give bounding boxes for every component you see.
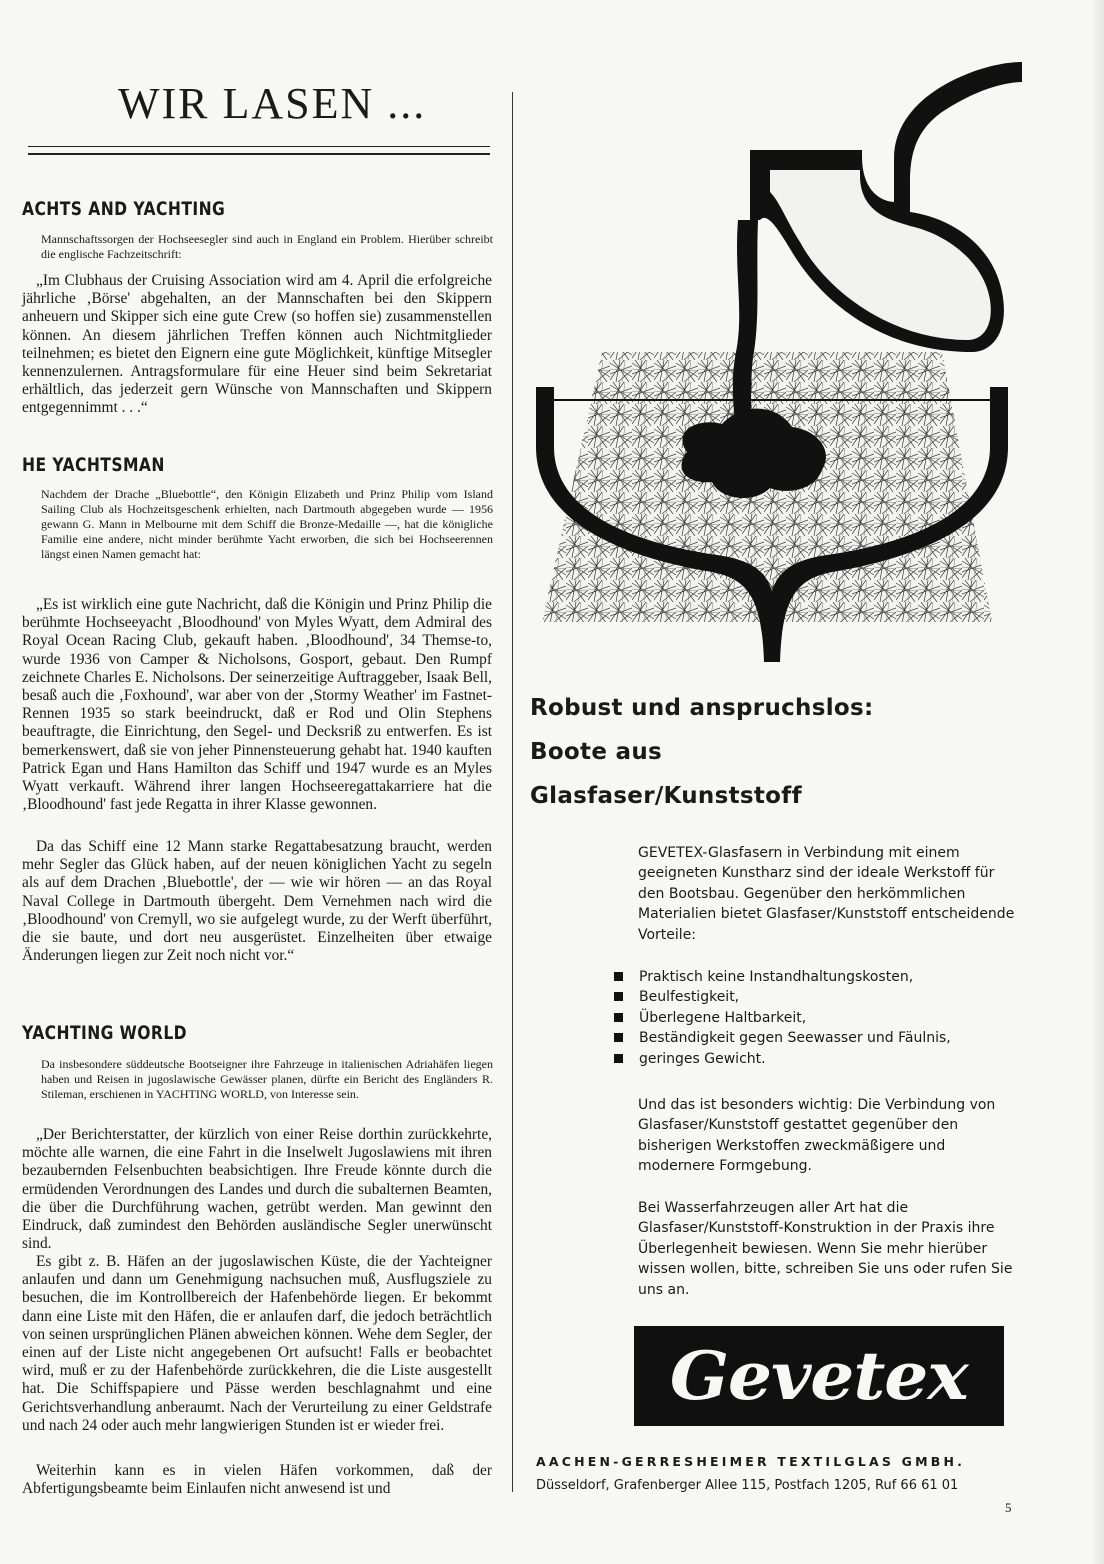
list-item xyxy=(612,1049,1012,1069)
list-item-text: Beulfestigkeit, xyxy=(639,989,740,1006)
section-intro: Nachdem der Drache „Bluebottle“, den Königin Elizabeth und Prinz Philip vom Island Sailing Club als Hochzeitsgeschenk erhielten, nach Dartmouth abgegeben wurde — 1956 gewann G. Mann in Melbourne mit dem Schiff die Bronze-Medaille —, hat die königliche Familie eine andere, nicht minder berühmte Yacht erworben, die sich bei Hochseerennen längst einen Namen gemacht hat: xyxy=(41,487,493,561)
bullet-square-icon xyxy=(614,1054,623,1063)
ad-headline-line: Robust und anspruchslos: xyxy=(530,695,874,721)
page-title: WIR LASEN ... xyxy=(118,79,427,128)
article-paragraph: „Es ist wirklich eine gute Nachricht, daß die Königin und Prinz Philip die berühmte Hochseeyacht ‚Bloodhound' von Myles Wyatt, dem Admiral des Royal Ocean Racing Club, gekauft haben. ‚Bloodhound', 34 Themse-to, wurde 1936 von Camper & Nicholsons, Gosport, gebaut. Den Rumpf zeichnete Charles E. Nicholsons. Der seinerzeitige Auftraggeber, Isaak Bell, besaß auch die ‚Foxhound', war aber von der ‚Stormy Weather' im Fastnet-Rennen 1935 so stark beeindruckt, daß er Rod und Olin Stephens beauftragte, die Einrichtung, den Segel- und Decksriß zu entwerfen. Es ist bemerkenswert, daß sie von jeher Pinnensteuerung gehabt hat. 1940 kauften Patrick Egan und Hans Hamilton das Schiff und 1947 wurde es an Myles Wyatt verkauft. Während ihrer langen Hochseeregattakarriere hat die ‚Bloodhound' fast jede Regatta in ihrer Klasse gewonnen. xyxy=(22,596,492,814)
article-paragraph: „Im Clubhaus der Cruising Association wird am 4. April die erfolgreiche jährliche ‚Börse' abgehalten, an der Mannschaften bei den Skippern anheuern und Skipper sich eine gute Crew (so hoffen sie) zusammenstellen können. An diesem jährlichen Treffen können auch Nichtmitglieder teilnehmen; es bietet den Eignern eine gute Möglichkeit, künftige Mitsegler kennenzulernen. Antragsformulare für eine Heuer sind beim Sekretariat erhältlich, das jederzeit gern Wünsche von Mannschaften und Skippern entgegennimmt . . .“ xyxy=(22,272,492,417)
title-rule-thin xyxy=(28,146,490,147)
section-intro: Mannschaftssorgen der Hochseesegler sind auch in England ein Problem. Hierüber schreibt die englische Fachzeitschrift: xyxy=(41,232,493,261)
section-heading: HE YACHTSMAN xyxy=(22,454,165,476)
list-item xyxy=(612,1028,1012,1048)
column-divider xyxy=(512,92,513,1492)
ad-paragraph: Bei Wasserfahrzeugen aller Art hat die Glasfaser/Kunststoff-Konstruktion in der Praxis ihre Überlegenheit bewiesen. Wenn Sie mehr hierüber wissen wollen, bitte, schreiben Sie uns oder rufen Sie uns an. xyxy=(638,1200,1013,1298)
ad-headline-line: Boote aus xyxy=(530,739,663,765)
section-heading: ACHTS AND YACHTING xyxy=(22,198,226,220)
company-name: AACHEN-GERRESHEIMER TEXTILGLAS GMBH. xyxy=(536,1454,966,1469)
bullet-square-icon xyxy=(614,992,623,1001)
list-item-text: geringes Gewicht. xyxy=(639,1050,766,1067)
gevetex-logo xyxy=(634,1326,1004,1426)
section-intro: Da insbesondere süddeutsche Bootseigner ihre Fahrzeuge in italienischen Adriahäfen liegen haben und Reisen in jugoslawische Gewässer planen, dürfte ein Bericht des Engländers R. Stileman, erschienen in YACHTING WORLD, von Interesse sein. xyxy=(41,1057,493,1101)
list-item xyxy=(612,967,1012,987)
list-item-text: Überlegene Haltbarkeit, xyxy=(639,1009,807,1026)
bullet-square-icon xyxy=(614,1033,623,1042)
page-edge xyxy=(1090,0,1104,1564)
article-paragraph: Es gibt z. B. Häfen an der jugoslawischen Küste, die der Yachteigner anlaufen und dann um Genehmigung nachsuchen muß, Ausflugsziele zu besuchen, die im Kontrollbereich der Hafenbehörde liegen. Er bekommt dann eine Liste mit den Häfen, die er anlaufen darf, die jedoch beträchtlich von seinen ursprünglichen Plänen abweichen können. Wehe dem Segler, der einen auf der Liste nicht angegebenen Ort aufsucht! Falls er beobachtet wird, muß er zu der Hafenbehörde zurückkehren, die die Liste ausgestellt hat. Die Schiffspapiere und Pässe werden beschlagnahmt und eine Gerichtsverhandlung anberaumt. Nach der Verurteilung zu einer Geldstrafe und nach 24 oder auch mehr langwierigen Stunden ist er wieder frei. xyxy=(22,1253,492,1434)
ad-intro-text: GEVETEX-Glasfasern in Verbindung mit einem geeigneten Kunstharz sind der ideale Werkstoff für den Bootsbau. Gegenüber den herkömmlichen Materialien bietet Glasfaser/Kunststoff entscheidende Vorteile: xyxy=(638,845,1015,943)
section-heading: YACHTING WORLD xyxy=(22,1022,188,1044)
ad-headline-line: Glasfaser/Kunststoff xyxy=(530,783,802,809)
article-paragraph: „Der Berichterstatter, der kürzlich von einer Reise dorthin zurückkehrte, möchte alle warnen, die eine Fahrt in die Inselwelt Jugoslawiens mit ihren bezaubernden Felsenbuchten beabsichtigen. Ihre Freude könnte durch die ermüdenden Verordnungen des Landes und durch die subalternen Beamten, die über die Durchführung wachen, getrübt werden. Man gewinnt den Eindruck, daß zumindest den Behörden ausländische Segler unerwünscht sind. xyxy=(22,1126,492,1253)
company-address: Düsseldorf, Grafenberger Allee 115, Postfach 1205, Ruf 66 61 01 xyxy=(536,1478,959,1493)
logo-wordmark: Gevetex xyxy=(670,1337,968,1415)
ad-paragraph: Und das ist besonders wichtig: Die Verbindung von Glasfaser/Kunststoff gestattet gegenüber den bisherigen Werkstoffen zweckmäßigere und modernere Formgebung. xyxy=(638,1097,996,1175)
bullet-square-icon xyxy=(614,1013,623,1022)
boat-hull-illustration xyxy=(522,52,1022,682)
list-item-text: Beständigkeit gegen Seewasser und Fäulnis, xyxy=(639,1030,951,1047)
list-item xyxy=(612,987,1012,1007)
advantages-list xyxy=(612,967,1012,1069)
page-number: 5 xyxy=(1005,1500,1012,1515)
bullet-square-icon xyxy=(614,972,623,981)
article-paragraph: Da das Schiff eine 12 Mann starke Regattabesatzung braucht, werden mehr Segler das Glück haben, auf der neuen königlichen Yacht zu segeln als auf dem Drachen ‚Bluebottle', der — wie wir hören — an das Royal Naval College in Dartmouth übergeht. Dem Vernehmen nach wird die ‚Bloodhound' von Cremyll, wo sie aufgelegt wurde, zu der Werft überführt, die sie baute, und dort neu ausgerüstet. Einzelheiten über etwaige Änderungen liegen zur Zeit noch nicht vor.“ xyxy=(22,838,492,965)
title-rule-thick xyxy=(28,153,490,155)
list-item xyxy=(612,1008,1012,1028)
list-item-text: Praktisch keine Instandhaltungskosten, xyxy=(639,969,914,985)
article-paragraph: Weiterhin kann es in vielen Häfen vorkommen, daß der Abfertigungsbeamte beim Einlaufen nicht anwesend ist und xyxy=(22,1462,492,1498)
